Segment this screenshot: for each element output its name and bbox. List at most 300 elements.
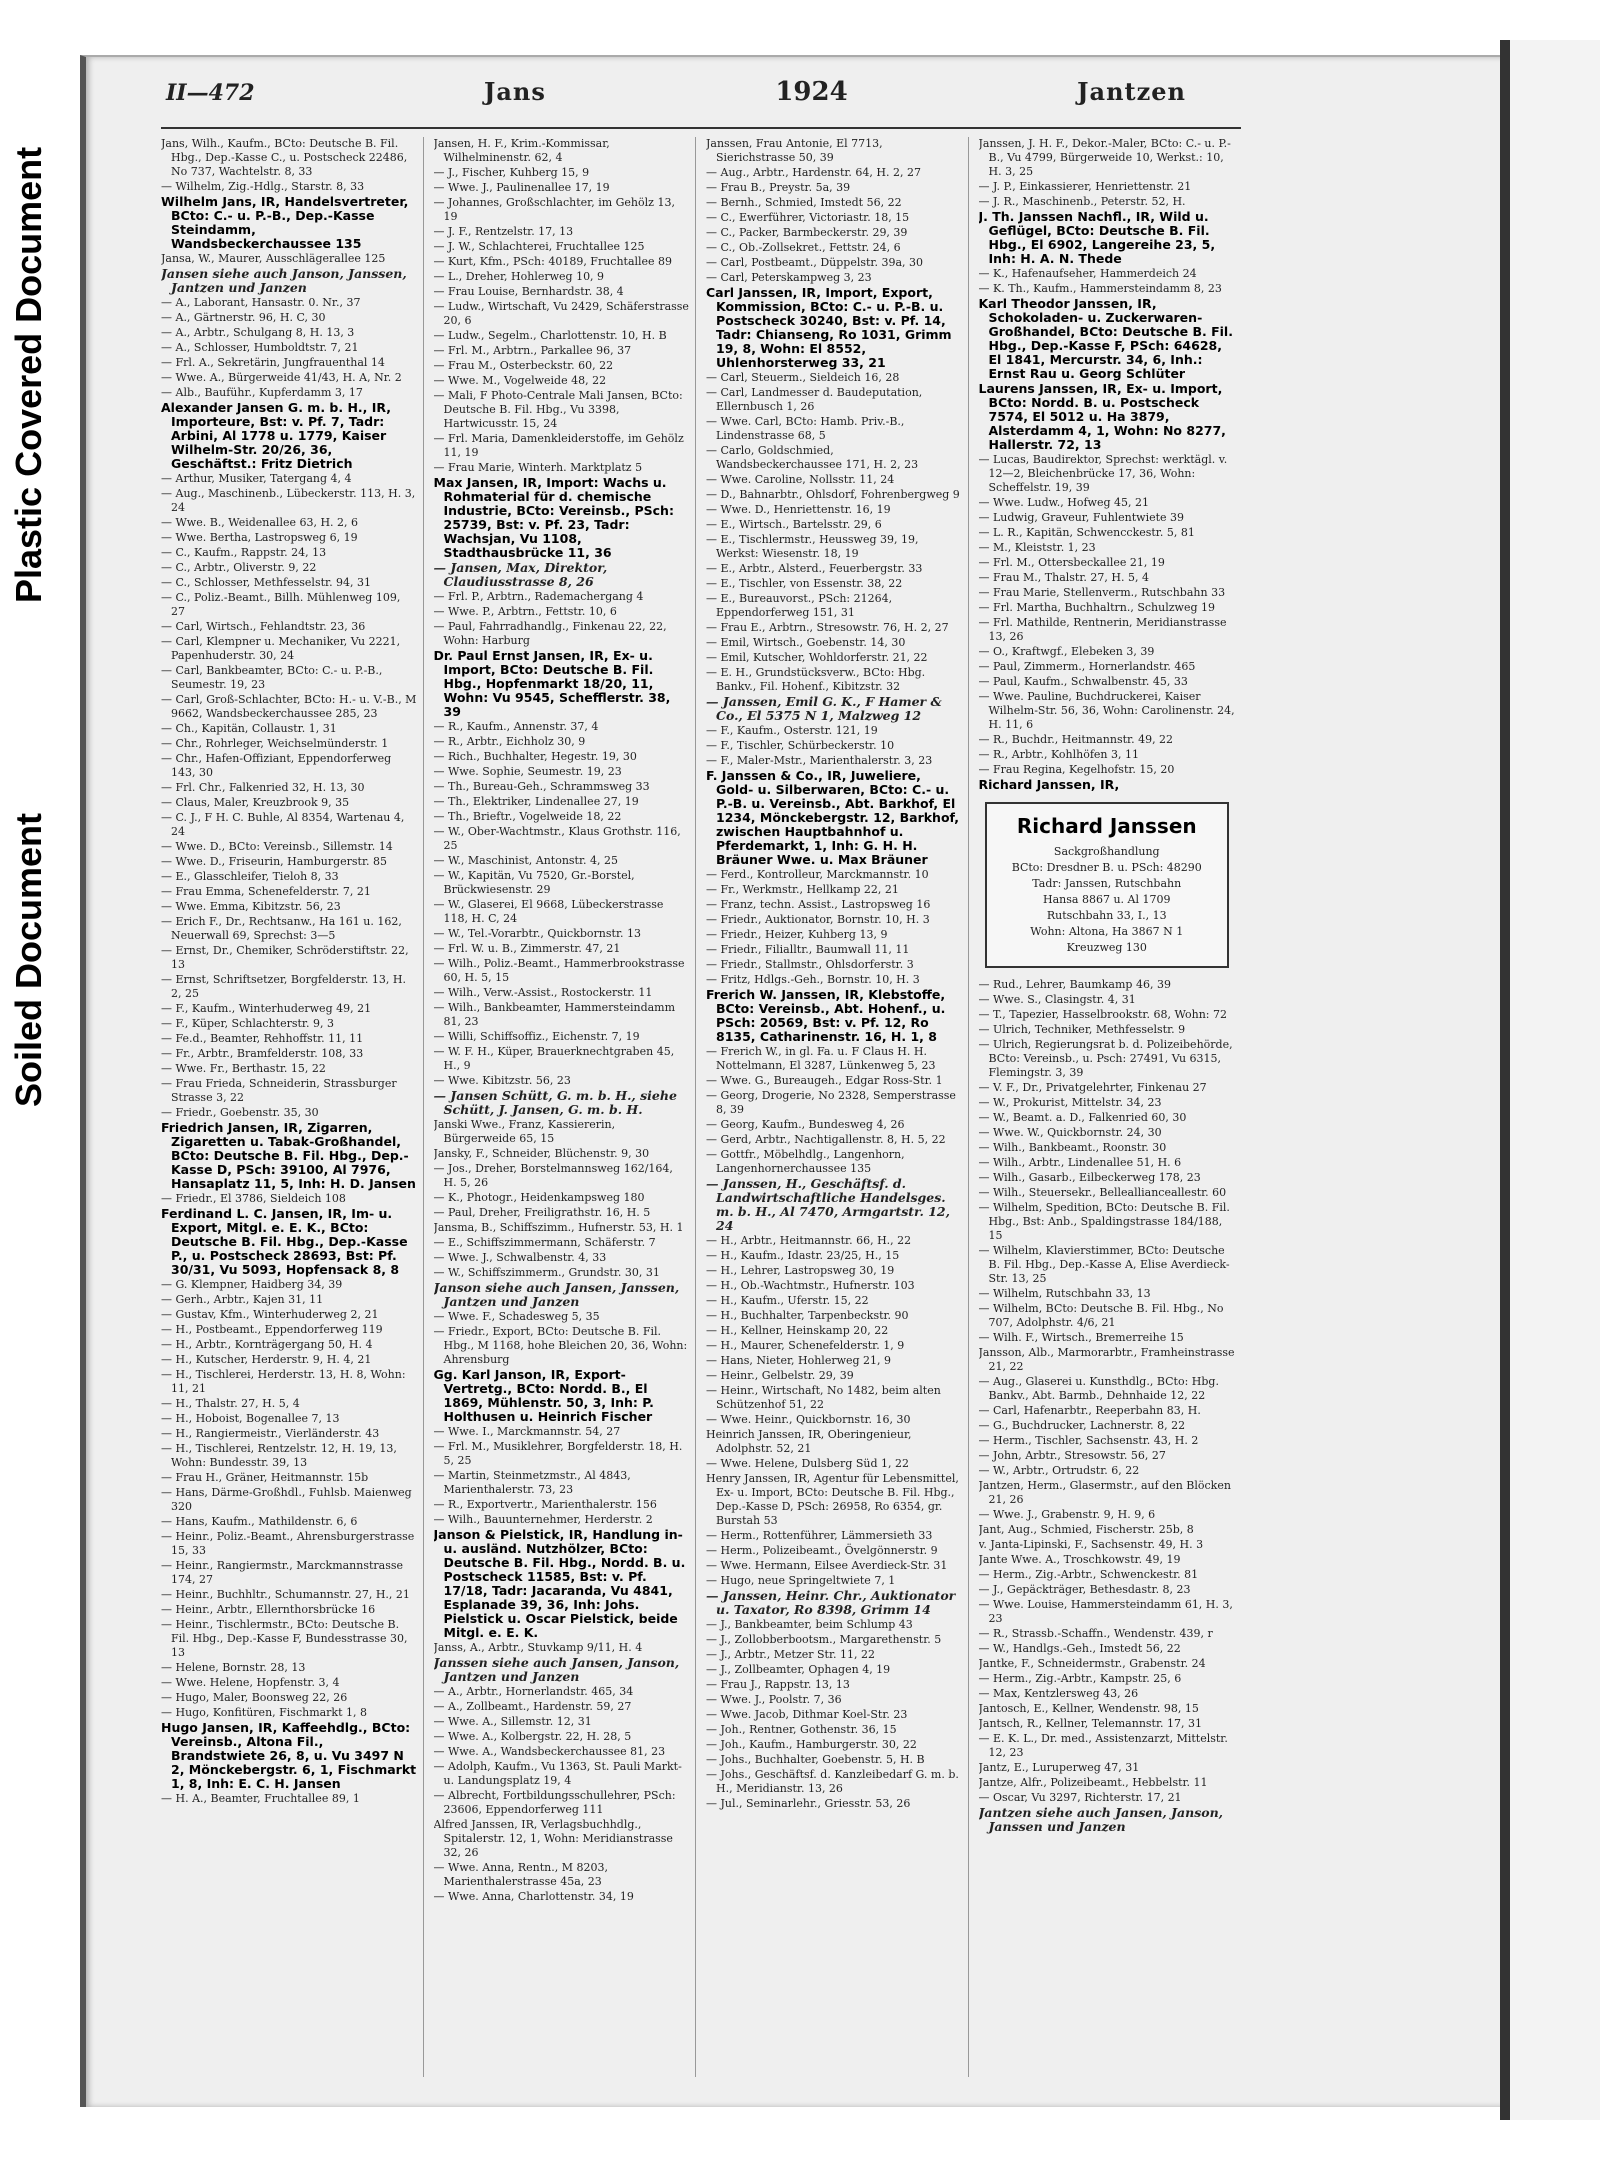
directory-entry: — Fr., Werkmstr., Hellkamp 22, 21 bbox=[706, 883, 899, 896]
directory-entry: — Gottfr., Möbelhdlg., Langenhorn, Langenhornerchaussee 135 bbox=[706, 1148, 905, 1175]
directory-entry: — Heinr., Tischlermstr., BCto: Deutsche B. Fil. Hbg., Dep.-Kasse F, Bundesstrasse 30, 13 bbox=[161, 1618, 408, 1659]
directory-entry: Janssen siehe auch Jansen, Janson, Jantzen und Janzen bbox=[433, 1655, 680, 1684]
directory-entry: — H., Lehrer, Lastropsweg 30, 19 bbox=[706, 1264, 895, 1277]
directory-entry: — Hans, Därme-Großhdl., Fuhlsb. Maienweg 320 bbox=[161, 1486, 412, 1513]
directory-entry: — Gustav, Kfm., Winterhuderweg 2, 21 bbox=[161, 1308, 379, 1321]
directory-entry: — Ludw., Wirtschaft, Vu 2429, Schäferstrasse 20, 6 bbox=[433, 300, 689, 327]
directory-entry: — Gerd, Arbtr., Nachtigallenstr. 8, H. 5, 22 bbox=[706, 1133, 946, 1146]
directory-entry: — Carl, Groß-Schlachter, BCto: H.- u. V.-B., M 9662, Wandsbeckerchaussee 285, 23 bbox=[161, 693, 417, 720]
directory-entry: — W., Arbtr., Ortrudstr. 6, 22 bbox=[978, 1464, 1140, 1477]
directory-entry: — H., Kutscher, Herderstr. 9, H. 4, 21 bbox=[161, 1353, 372, 1366]
directory-entry: — H., Ob.-Wachtmstr., Hufnerstr. 103 bbox=[706, 1279, 915, 1292]
directory-entry: — Wwe. Fr., Berthastr. 15, 22 bbox=[161, 1062, 326, 1075]
directory-entry: — E., Bureauvorst., PSch: 21264, Eppendorferweg 151, 31 bbox=[706, 592, 893, 619]
directory-entry: — Wwe. Anna, Rentn., M 8203, Marienthalerstrasse 45a, 23 bbox=[433, 1861, 609, 1888]
directory-entry: Jans, Wilh., Kaufm., BCto: Deutsche B. Fil. Hbg., Dep.-Kasse C., u. Postscheck 22486, No 737, Wachtelstr. 8, 33 bbox=[161, 137, 408, 178]
directory-entry: — Alb., Bauführ., Kupferdamm 3, 17 bbox=[161, 386, 363, 399]
directory-entry: — Ernst, Schriftsetzer, Borgfelderstr. 13, H. 2, 25 bbox=[161, 973, 407, 1000]
directory-entry: — H., Rangiermeistr., Vierländerstr. 43 bbox=[161, 1427, 380, 1440]
firm-entry: F. Janssen & Co., IR, Juweliere, Gold- u. Silberwaren, BCto: C.- u. P.-B. u. Vereinsb., Abt. Barkhof, El 1234, Mönckebergstr. 12, Barkhof, zwischen Hauptbahnhof u. Pferdemarkt, 1, Inh: G. H. H. Bräuner Wwe. u. Max Bräuner bbox=[706, 768, 960, 867]
ad-line: Rutschbahn 33, I., 13 bbox=[1046, 909, 1167, 922]
directory-entry: — Claus, Maler, Kreuzbrook 9, 35 bbox=[161, 796, 350, 809]
directory-entry: Heinrich Janssen, IR, Oberingenieur, Adolphstr. 52, 21 bbox=[706, 1428, 912, 1455]
adjacent-page-edge bbox=[1500, 40, 1600, 2120]
directory-entry: — Th., Elektriker, Lindenallee 27, 19 bbox=[433, 795, 639, 808]
directory-entry: — Helene, Bornstr. 28, 13 bbox=[161, 1661, 306, 1674]
directory-entry: — Wwe. A., Bürgerweide 41/43, H. A, Nr. 2 bbox=[161, 371, 402, 384]
column-3 bbox=[706, 137, 969, 2077]
directory-entry: — Friedr., Stallmstr., Ohlsdorferstr. 3 bbox=[706, 958, 914, 971]
column-2 bbox=[434, 137, 697, 2077]
directory-entry: — Paul, Zimmerm., Hornerlandstr. 465 bbox=[978, 660, 1196, 673]
directory-entry: — E., Wirtsch., Bartelsstr. 29, 6 bbox=[706, 518, 882, 531]
directory-entry: — H., Buchhalter, Tarpenbeckstr. 90 bbox=[706, 1309, 909, 1322]
directory-entry: — Janssen, Heinr. Chr., Auktionator u. Taxator, Ro 8398, Grimm 14 bbox=[706, 1588, 956, 1617]
directory-entry: — W., Kapitän, Vu 7520, Gr.-Borstel, Brückwiesenstr. 29 bbox=[433, 869, 635, 896]
directory-entry: — A., Schlosser, Humboldtstr. 7, 21 bbox=[161, 341, 359, 354]
column-4 bbox=[979, 137, 1242, 2077]
directory-entry: — F., Maler-Mstr., Marienthalerstr. 3, 23 bbox=[706, 754, 933, 767]
directory-entry: — Fritz, Hdlgs.-Geh., Bornstr. 10, H. 3 bbox=[706, 973, 920, 986]
directory-entry: — J., Zollbeamter, Ophagen 4, 19 bbox=[706, 1663, 891, 1676]
directory-entry: — Frau Marie, Winterh. Marktplatz 5 bbox=[433, 461, 643, 474]
directory-entry: — Wilh., Poliz.-Beamt., Hammerbrookstrasse 60, H. 5, 15 bbox=[433, 957, 685, 984]
firm-entry: Janson & Pielstick, IR, Handlung in- u. ausländ. Nutzhölzer, BCto: Deutsche B. Fil. Hbg., Nordd. B. u. Postscheck 11585, Bst: v. Pf. 17/18, Tadr: Jacaranda, Vu 4841, Esplanade 39, 36, Inh: Johs. Pielstick u. Oscar Pielstick, beide Mitgl. e. E. K. bbox=[433, 1527, 686, 1640]
directory-entry: — Wwe. Anna, Charlottenstr. 34, 19 bbox=[433, 1890, 634, 1903]
directory-entry: — Carl, Postbeamt., Düppelstr. 39a, 30 bbox=[706, 256, 924, 269]
directory-entry: — Gerh., Arbtr., Kajen 31, 11 bbox=[161, 1293, 324, 1306]
directory-entry: — Herm., Zig.-Arbtr., Schwenckestr. 81 bbox=[978, 1568, 1199, 1581]
directory-entry: — Carl, Bankbeamter, BCto: C.- u. P.-B., Seumestr. 19, 23 bbox=[161, 664, 383, 691]
directory-entry: — Joh., Kaufm., Hamburgerstr. 30, 22 bbox=[706, 1738, 917, 1751]
directory-entry: Jant, Aug., Schmied, Fischerstr. 25b, 8 bbox=[978, 1523, 1194, 1536]
directory-entry: Jantosch, E., Kellner, Wendenstr. 98, 15 bbox=[978, 1702, 1199, 1715]
directory-entry: Jantz, E., Luruperweg 47, 31 bbox=[978, 1761, 1140, 1774]
directory-entry: — Wwe. F., Schadesweg 5, 35 bbox=[433, 1310, 600, 1323]
directory-entry: — F., Küper, Schlachterstr. 9, 3 bbox=[161, 1017, 334, 1030]
directory-entry: — Fr., Arbtr., Bramfelderstr. 108, 33 bbox=[161, 1047, 364, 1060]
directory-entry: Jansky, F., Schneider, Blüchenstr. 9, 30 bbox=[433, 1147, 650, 1160]
directory-entry: — Rud., Lehrer, Baumkamp 46, 39 bbox=[978, 978, 1171, 991]
directory-entry: — Th., Brieftr., Vogelweide 18, 22 bbox=[433, 810, 622, 823]
directory-entry: — Herm., Polizeibeamt., Övelgönnerstr. 9 bbox=[706, 1544, 938, 1557]
directory-entry: — Wwe. J., Poolstr. 7, 36 bbox=[706, 1693, 842, 1706]
directory-entry: — Frl. M., Arbtrn., Parkallee 96, 37 bbox=[433, 344, 632, 357]
directory-entry: Jansa, W., Maurer, Ausschlägerallee 125 bbox=[161, 252, 386, 265]
directory-entry: — Chr., Rohrleger, Weichselmünderstr. 1 bbox=[161, 737, 389, 750]
directory-entry: — Wilh. F., Wirtsch., Bremerreihe 15 bbox=[978, 1331, 1184, 1344]
directory-entry: — Paul, Fahrradhandlg., Finkenau 22, 22, Wohn: Harburg bbox=[433, 620, 667, 647]
directory-entry: — Janssen, H., Geschäftsf. d. Landwirtschaftliche Handelsges. m. b. H., Al 7470, Armgartstr. 12, 24 bbox=[706, 1176, 950, 1233]
directory-entry: — C., Kaufm., Rappstr. 24, 13 bbox=[161, 546, 327, 559]
directory-entry: — John, Arbtr., Stresowstr. 56, 27 bbox=[978, 1449, 1166, 1462]
directory-entry: — R., Strassb.-Schaffn., Wendenstr. 439, r bbox=[978, 1627, 1213, 1640]
directory-entry: — J., Gepäckträger, Bethesdastr. 8, 23 bbox=[978, 1583, 1191, 1596]
directory-entry: — Heinr., Poliz.-Beamt., Ahrensburgerstrasse 15, 33 bbox=[161, 1530, 415, 1557]
directory-entry: — Frl. Mathilde, Rentnerin, Meridianstrasse 13, 26 bbox=[978, 616, 1227, 643]
directory-entry: — A., Arbtr., Schulgang 8, H. 13, 3 bbox=[161, 326, 355, 339]
directory-entry: — W., Schiffszimmerm., Grundstr. 30, 31 bbox=[433, 1266, 660, 1279]
directory-entry: — Wwe. A., Wandsbeckerchaussee 81, 23 bbox=[433, 1745, 666, 1758]
directory-entry: — Friedr., Goebenstr. 35, 30 bbox=[161, 1106, 319, 1119]
directory-entry: — A., Laborant, Hansastr. 0. Nr., 37 bbox=[161, 296, 361, 309]
directory-entry: — J., Bankbeamter, beim Schlump 43 bbox=[706, 1618, 913, 1631]
directory-entry: Jantsch, R., Kellner, Telemannstr. 17, 31 bbox=[978, 1717, 1203, 1730]
firm-entry: Max Jansen, IR, Import: Wachs u. Rohmaterial für d. chemische Industrie, BCto: Vereinsb., PSch: 25739, Bst: v. Pf. 23, Tadr: Wachsjan, Vu 1108, Stadthausbrücke 11, 36 bbox=[433, 475, 674, 560]
directory-entry: — Hugo, neue Springeltwiete 7, 1 bbox=[706, 1574, 896, 1587]
directory-entry: — Wwe. J., Paulinenallee 17, 19 bbox=[433, 181, 610, 194]
directory-entry: Janssen, J. H. F., Dekor.-Maler, BCto: C.- u. P.-B., Vu 4799, Bürgerweide 10, Werkst.: 10, H. 3, 25 bbox=[978, 137, 1231, 178]
directory-entry: — Wwe. S., Clasingstr. 4, 31 bbox=[978, 993, 1136, 1006]
firm-entry: Wilhelm Jans, IR, Handelsvertreter, BCto: C.- u. P.-B., Dep.-Kasse Steindamm, Wandsbeckerchaussee 135 bbox=[161, 194, 409, 251]
directory-entry: — A., Zollbeamt., Hardenstr. 59, 27 bbox=[433, 1700, 632, 1713]
directory-entry: — Oscar, Vu 3297, Richterstr. 17, 21 bbox=[978, 1791, 1182, 1804]
directory-entry: Janssen, Frau Antonie, El 7713, Sierichstrasse 50, 39 bbox=[706, 137, 883, 164]
directory-entry: — Wwe. Bertha, Lastropsweg 6, 19 bbox=[161, 531, 358, 544]
directory-entry: — Wilh., Bankbeamt., Roonstr. 30 bbox=[978, 1141, 1167, 1154]
directory-entry: — Frl. W. u. B., Zimmerstr. 47, 21 bbox=[433, 942, 621, 955]
directory-entry: — W., Ober-Wachtmstr., Klaus Grothstr. 116, 25 bbox=[433, 825, 681, 852]
directory-entry: — T., Tapezier, Hasselbrookstr. 68, Wohn: 72 bbox=[978, 1008, 1227, 1021]
header-left-word: Jans bbox=[483, 77, 546, 106]
directory-entry: — M., Kleiststr. 1, 23 bbox=[978, 541, 1096, 554]
directory-entry: — W., Glaserei, El 9668, Lübeckerstrasse 118, H. C, 24 bbox=[433, 898, 664, 925]
directory-entry: — Carl, Wirtsch., Fehlandtstr. 23, 36 bbox=[161, 620, 366, 633]
directory-entry: — Frl. M., Musiklehrer, Borgfelderstr. 18, H. 5, 25 bbox=[433, 1440, 683, 1467]
directory-entry: — Frl. Maria, Damenkleiderstoffe, im Gehölz 11, 19 bbox=[433, 432, 684, 459]
directory-entry: — Aug., Glaserei u. Kunsthdlg., BCto: Hbg. Bankv., Abt. Barmb., Dehnhaide 12, 22 bbox=[978, 1375, 1219, 1402]
directory-entry: — Heinr., Wirtschaft, No 1482, beim alten Schützenhof 51, 22 bbox=[706, 1384, 941, 1411]
directory-entry: — Frau B., Preystr. 5a, 39 bbox=[706, 181, 851, 194]
directory-entry: — Jansen Schütt, G. m. b. H., siehe Schütt, J. Jansen, G. m. b. H. bbox=[433, 1088, 677, 1117]
directory-entry: — W. F. H., Küper, Brauerknechtgraben 45, H., 9 bbox=[433, 1045, 675, 1072]
directory-entry: — Ch., Kapitän, Collaustr. 1, 31 bbox=[161, 722, 337, 735]
directory-entry: — Wilhelm, Rutschbahn 33, 13 bbox=[978, 1287, 1151, 1300]
directory-entry: — H., Tischlerei, Herderstr. 13, H. 8, Wohn: 11, 21 bbox=[161, 1368, 406, 1395]
directory-entry: — Carl, Peterskampweg 3, 23 bbox=[706, 271, 872, 284]
directory-entry: — Willi, Schiffsoffiz., Eichenstr. 7, 19 bbox=[433, 1030, 640, 1043]
directory-entry: — R., Arbtr., Kohlhöfen 3, 11 bbox=[978, 748, 1139, 761]
directory-entry: — Th., Bureau-Geh., Schrammsweg 33 bbox=[433, 780, 650, 793]
directory-entry: — H., Arbtr., Heitmannstr. 66, H., 22 bbox=[706, 1234, 912, 1247]
directory-entry: — J. W., Schlachterei, Fruchtallee 125 bbox=[433, 240, 645, 253]
directory-entry: — Carlo, Goldschmied, Wandsbeckerchaussee 171, H. 2, 23 bbox=[706, 444, 919, 471]
directory-entry: — Wwe. Pauline, Buchdruckerei, Kaiser Wilhelm-Str. 56, 36, Wohn: Carolinenstr. 24, H. 11, 6 bbox=[978, 690, 1235, 731]
firm-entry: Hugo Jansen, IR, Kaffeehdlg., BCto: Vereinsb., Altona Fil., Brandstwiete 26, 8, u. Vu 3497 N 2, Mönckebergstr. 6, 1, Fischmarkt 1, 8, Inh: E. C. H. Jansen bbox=[161, 1720, 417, 1791]
directory-entry: — Ferd., Kontrolleur, Marckmannstr. 10 bbox=[706, 868, 929, 881]
directory-entry: — Hugo, Konfitüren, Fischmarkt 1, 8 bbox=[161, 1706, 368, 1719]
directory-entry: — Aug., Maschinenb., Lübeckerstr. 113, H. 3, 24 bbox=[161, 487, 416, 514]
directory-entry: — Ludw., Segelm., Charlottenstr. 10, H. B bbox=[433, 329, 667, 342]
directory-entry: — R., Kaufm., Annenstr. 37, 4 bbox=[433, 720, 599, 733]
directory-entry: — Frl. Martha, Buchhaltrn., Schulzweg 19 bbox=[978, 601, 1215, 614]
directory-entry: — H., Postbeamt., Eppendorferweg 119 bbox=[161, 1323, 383, 1336]
directory-entry: — Friedr., Heizer, Kuhberg 13, 9 bbox=[706, 928, 888, 941]
directory-entry: — Adolph, Kaufm., Vu 1363, St. Pauli Markt- u. Landungsplatz 19, 4 bbox=[433, 1760, 682, 1787]
directory-entry: — D., Bahnarbtr., Ohlsdorf, Fohrenbergweg 9 bbox=[706, 488, 960, 501]
directory-entry: — Martin, Steinmetzmstr., Al 4843, Marienthalerstr. 73, 23 bbox=[433, 1469, 631, 1496]
directory-entry: — Bernh., Schmied, Imstedt 56, 22 bbox=[706, 196, 902, 209]
directory-entry: — Wwe. Jacob, Dithmar Koel-Str. 23 bbox=[706, 1708, 908, 1721]
directory-entry: — Georg, Drogerie, No 2328, Semperstrasse 8, 39 bbox=[706, 1089, 956, 1116]
directory-entry: — C., Ob.-Zollsekret., Fettstr. 24, 6 bbox=[706, 241, 901, 254]
directory-entry: — Kurt, Kfm., PSch: 40189, Fruchtallee 89 bbox=[433, 255, 673, 268]
directory-entry: — H., Kaufm., Uferstr. 15, 22 bbox=[706, 1294, 869, 1307]
directory-entry: — R., Exportvertr., Marienthalerstr. 156 bbox=[433, 1498, 657, 1511]
directory-entry: — Friedr., Filialltr., Baumwall 11, 11 bbox=[706, 943, 910, 956]
directory-entry: — L. R., Kapitän, Schwencckestr. 5, 81 bbox=[978, 526, 1195, 539]
ad-title: Richard Janssen bbox=[1016, 814, 1197, 838]
directory-entry: — Fe.d., Beamter, Rehhoffstr. 11, 11 bbox=[161, 1032, 364, 1045]
firm-entry: Friedrich Jansen, IR, Zigarren, Zigaretten u. Tabak-Großhandel, BCto: Deutsche B. Fil. Hbg., Dep.-Kasse D, PSch: 39100, Al 7976, Hansaplatz 11, 5, Inh: H. D. Jansen bbox=[161, 1120, 416, 1191]
page-number: II—472 bbox=[166, 80, 255, 106]
directory-entry: — E., Tischlermstr., Heussweg 39, 19, Werkst: Wiesenstr. 18, 19 bbox=[706, 533, 919, 560]
directory-entry: — G., Buchdrucker, Lachnerstr. 8, 22 bbox=[978, 1419, 1186, 1432]
directory-entry: — Ulrich, Regierungsrat b. d. Polizeibehörde, BCto: Vereinsb., u. Psch: 27491, Vu 6315, Flemingstr. 3, 39 bbox=[978, 1038, 1233, 1079]
directory-entry: — W., Prokurist, Mittelstr. 34, 23 bbox=[978, 1096, 1162, 1109]
directory-entry: Jansen, H. F., Krim.-Kommissar, Wilhelminenstr. 62, 4 bbox=[433, 137, 610, 164]
directory-entry: — Herm., Tischler, Sachsenstr. 43, H. 2 bbox=[978, 1434, 1199, 1447]
header-rule bbox=[161, 127, 1241, 129]
directory-entry: — C., Arbtr., Oliverstr. 9, 22 bbox=[161, 561, 317, 574]
directory-entry: — A., Arbtr., Hornerlandstr. 465, 34 bbox=[433, 1685, 634, 1698]
directory-entry: — Wwe. Caroline, Nollsstr. 11, 24 bbox=[706, 473, 895, 486]
directory-entry: — Ludwig, Graveur, Fuhlentwiete 39 bbox=[978, 511, 1185, 524]
directory-entry: — Wilh., Verw.-Assist., Rostockerstr. 11 bbox=[433, 986, 653, 999]
directory-entry: — C., Poliz.-Beamt., Billh. Mühlenweg 109, 27 bbox=[161, 591, 401, 618]
directory-entry: — Johs., Buchhalter, Goebenstr. 5, H. B bbox=[706, 1753, 925, 1766]
directory-entry: — R., Arbtr., Eichholz 30, 9 bbox=[433, 735, 586, 748]
directory-entry: — Arthur, Musiker, Tatergang 4, 4 bbox=[161, 472, 352, 485]
directory-entry: — E., Arbtr., Alsterd., Feuerbergstr. 33 bbox=[706, 562, 923, 575]
directory-entry: — Johannes, Großschlachter, im Gehölz 13, 19 bbox=[433, 196, 675, 223]
directory-entry: — Frau M., Thalstr. 27, H. 5, 4 bbox=[978, 571, 1149, 584]
firm-entry: Carl Janssen, IR, Import, Export, Kommission, BCto: C.- u. P.-B. u. Postscheck 30240, Bst: v. Pf. 14, Tadr: Chianseng, Ro 1031, Grimm 19, 8, Wohn: El 8552, Uhlenhorsterweg 33, 21 bbox=[706, 285, 952, 370]
directory-entry: — Heinr., Arbtr., Ellernthorsbrücke 16 bbox=[161, 1603, 376, 1616]
directory-entry: — Janssen, Emil G. K., F Hamer & Co., El 5375 N 1, Malzweg 12 bbox=[706, 694, 942, 723]
directory-entry: — Wwe. Sophie, Seumestr. 19, 23 bbox=[433, 765, 622, 778]
firm-entry: Frerich W. Janssen, IR, Klebstoffe, BCto: Vereinsb., Abt. Hohenf., u. PSch: 20569, Bst: v. Pf. 12, Ro 8135, Catharinenstr. 16, H. 1, 8 bbox=[706, 987, 946, 1044]
directory-entry: — C., Packer, Barmbeckerstr. 29, 39 bbox=[706, 226, 908, 239]
directory-entry: — H. A., Beamter, Fruchtallee 89, 1 bbox=[161, 1792, 360, 1805]
directory-page bbox=[80, 55, 1506, 2107]
directory-entry: — Frl. A., Sekretärin, Jungfrauenthal 14 bbox=[161, 356, 385, 369]
ad-line: Tadr: Janssen, Rutschbahn bbox=[1032, 877, 1182, 890]
directory-entry: Janss, A., Arbtr., Stuvkamp 9/11, H. 4 bbox=[433, 1641, 643, 1654]
column-1 bbox=[161, 137, 424, 2077]
directory-entry: — Wwe. P., Arbtrn., Fettstr. 10, 6 bbox=[433, 605, 617, 618]
directory-entry: — Frau Frieda, Schneiderin, Strassburger Strasse 3, 22 bbox=[161, 1077, 397, 1104]
directory-entry: — Jansen, Max, Direktor, Claudiusstrasse 8, 26 bbox=[433, 560, 608, 589]
directory-entry: — Wwe. Helene, Dulsberg Süd 1, 22 bbox=[706, 1457, 910, 1470]
directory-entry: — Frl. M., Ottersbeckallee 21, 19 bbox=[978, 556, 1165, 569]
directory-entry: Jante Wwe. A., Troschkowstr. 49, 19 bbox=[978, 1553, 1181, 1566]
directory-entry: — Hugo, Maler, Boonsweg 22, 26 bbox=[161, 1691, 348, 1704]
directory-entry: — Frl. P., Arbtrn., Rademachergang 4 bbox=[433, 590, 644, 603]
directory-entry: — Paul, Dreher, Freiligrathstr. 16, H. 5 bbox=[433, 1206, 651, 1219]
header-right-word: Jantzen bbox=[1077, 77, 1186, 106]
directory-entry: Janski Wwe., Franz, Kassiererin, Bürgerweide 65, 15 bbox=[433, 1118, 616, 1145]
directory-entry: — Ernst, Dr., Chemiker, Schröderstiftstr. 22, 13 bbox=[161, 944, 409, 971]
directory-entry: — Wilhelm, Spedition, BCto: Deutsche B. Fil. Hbg., Bst: Anb., Spaldingstrasse 184/188, 15 bbox=[978, 1201, 1230, 1242]
directory-entry: — Frau J., Rappstr. 13, 13 bbox=[706, 1678, 850, 1691]
directory-entry: — Wwe. J., Schwalbenstr. 4, 33 bbox=[433, 1251, 607, 1264]
directory-entry: — Wwe. Emma, Kibitzstr. 56, 23 bbox=[161, 900, 341, 913]
firm-entry: Dr. Paul Ernst Jansen, IR, Ex- u. Import, BCto: Deutsche B. Fil. Hbg., Hopfenmarkt 18/20, 11, Wohn: Vu 9545, Schefflerstr. 38, 39 bbox=[433, 648, 671, 719]
directory-entry: — Friedr., Auktionator, Bornstr. 10, H. 3 bbox=[706, 913, 930, 926]
directory-entry: — Frau Louise, Bernhardstr. 38, 4 bbox=[433, 285, 624, 298]
directory-entry: — Hans, Nieter, Hohlerweg 21, 9 bbox=[706, 1354, 892, 1367]
directory-entry: — C., Ewerführer, Victoriastr. 18, 15 bbox=[706, 211, 910, 224]
directory-entry: — Carl, Hafenarbtr., Reeperbahn 83, H. bbox=[978, 1404, 1201, 1417]
directory-entry: — K., Hafenaufseher, Hammerdeich 24 bbox=[978, 267, 1197, 280]
directory-entry: — W., Tel.-Vorarbtr., Quickbornstr. 13 bbox=[433, 927, 641, 940]
directory-entry: — Erich F., Dr., Rechtsanw., Ha 161 u. 162, Neuerwall 69, Sprechst: 3—5 bbox=[161, 915, 402, 942]
ad-line: Hansa 8867 u. Al 1709 bbox=[1043, 893, 1171, 906]
directory-entry: — Mali, F Photo-Centrale Mali Jansen, BCto: Deutsche B. Fil. Hbg., Vu 3398, Hartwicusstr. 15, 24 bbox=[433, 389, 683, 430]
directory-entry: — O., Kraftwgf., Elebeken 3, 39 bbox=[978, 645, 1155, 658]
ad-line: Sackgroßhandlung bbox=[1053, 845, 1160, 858]
firm-entry: Ferdinand L. C. Jansen, IR, Im- u. Export, Mitgl. e. E. K., BCto: Deutsche B. Fil. Hbg., Dep.-Kasse P., u. Postscheck 28693, Bst: Pf. 30/31, Vu 5093, Hopfensack 8, 8 bbox=[161, 1206, 408, 1277]
firm-entry: Karl Theodor Janssen, IR, Schokoladen- u. Zuckerwaren-Großhandel, BCto: Deutsche B. Fil. Hbg., Dep.-Kasse F, PSch: 64628, El 1841, Mercurstr. 34, 6, Inh.: Ernst Rau u. Georg Schlüter bbox=[978, 296, 1233, 381]
directory-entry: — Heinr., Gelbelstr. 29, 39 bbox=[706, 1369, 854, 1382]
directory-entry: — Wwe. A., Kolbergstr. 22, H. 28, 5 bbox=[433, 1730, 632, 1743]
directory-entry: — J. P., Einkassierer, Henriettenstr. 21 bbox=[978, 180, 1192, 193]
directory-entry: — H., Tischlerei, Rentzelstr. 12, H. 19, 13, Wohn: Bundesstr. 39, 13 bbox=[161, 1442, 397, 1469]
directory-entry: — E. H., Grundstücksverw., BCto: Hbg. Bankv., Fil. Hohenf., Kibitzstr. 32 bbox=[706, 666, 926, 693]
directory-entry: — Friedr., Export, BCto: Deutsche B. Fil. Hbg., M 1168, hohe Bleichen 20, 36, Wohn: Ahrensburg bbox=[433, 1325, 688, 1366]
directory-entry: — Carl, Klempner u. Mechaniker, Vu 2221, Papenhuderstr. 30, 24 bbox=[161, 635, 401, 662]
directory-entry: v. Janta-Lipinski, F., Sachsenstr. 49, H. 3 bbox=[978, 1538, 1204, 1551]
directory-entry: — W., Maschinist, Antonstr. 4, 25 bbox=[433, 854, 619, 867]
directory-entry: — Wilhelm, BCto: Deutsche B. Fil. Hbg., No 707, Adolphstr. 4/6, 21 bbox=[978, 1302, 1224, 1329]
directory-entry: — Carl, Landmesser d. Baudeputation, Ellernbusch 1, 26 bbox=[706, 386, 923, 413]
page-header bbox=[166, 57, 1186, 117]
directory-entry: — Friedr., El 3786, Sieldeich 108 bbox=[161, 1192, 346, 1205]
directory-entry: — Wilh., Steuersekr., Belleallianceallestr. 60 bbox=[978, 1186, 1227, 1199]
directory-entry: — Wwe. I., Marckmannstr. 54, 27 bbox=[433, 1425, 621, 1438]
directory-entry: — Heinr., Buchhltr., Schumannstr. 27, H., 21 bbox=[161, 1588, 410, 1601]
directory-entry: — Max, Kentzlersweg 43, 26 bbox=[978, 1687, 1139, 1700]
directory-entry: Jantzen siehe auch Jansen, Janson, Janssen und Janzen bbox=[978, 1805, 1224, 1834]
directory-entry: Jantzen, Herm., Glasermstr., auf den Blöcken 21, 26 bbox=[978, 1479, 1231, 1506]
directory-entry: Jansma, B., Schiffszimm., Hufnerstr. 53, H. 1 bbox=[433, 1221, 684, 1234]
directory-entry: — F., Tischler, Schürbeckerstr. 10 bbox=[706, 739, 895, 752]
ad-line: Kreuzweg 130 bbox=[1066, 941, 1147, 954]
directory-entry: — J. F., Rentzelstr. 17, 13 bbox=[433, 225, 574, 238]
directory-entry: — F., Kaufm., Osterstr. 121, 19 bbox=[706, 724, 878, 737]
advertisement-box bbox=[985, 802, 1230, 968]
header-year: 1924 bbox=[775, 77, 848, 107]
directory-entry: — V. F., Dr., Privatgelehrter, Finkenau 27 bbox=[978, 1081, 1207, 1094]
directory-entry: — Emil, Wirtsch., Goebenstr. 14, 30 bbox=[706, 636, 906, 649]
directory-entry: — Carl, Steuerm., Sieldeich 16, 28 bbox=[706, 371, 900, 384]
directory-entry: — Jos., Dreher, Borstelmannsweg 162/164, H. 5, 26 bbox=[433, 1162, 673, 1189]
directory-entry: — Wwe. J., Grabenstr. 9, H. 9, 6 bbox=[978, 1508, 1156, 1521]
directory-entry: — E., Tischler, von Essenstr. 38, 22 bbox=[706, 577, 903, 590]
directory-entry: — J., Zollobberbootsm., Margarethenstr. 5 bbox=[706, 1633, 942, 1646]
directory-entry: — Lucas, Baudirektor, Sprechst: werktägl. v. 12—2, Bleichenbrücke 17, 36, Wohn: Scheffelstr. 19, 39 bbox=[978, 453, 1228, 494]
directory-entry: — K. Th., Kaufm., Hammersteindamm 8, 23 bbox=[978, 282, 1222, 295]
directory-entry: — Wilhelm, Klavierstimmer, BCto: Deutsche B. Fil. Hbg., Dep.-Kasse A, Elise Averdieck-Str. 13, 25 bbox=[978, 1244, 1230, 1285]
directory-entry: — R., Buchdr., Heitmannstr. 49, 22 bbox=[978, 733, 1174, 746]
directory-entry: — Wilh., Bauunternehmer, Herderstr. 2 bbox=[433, 1513, 653, 1526]
directory-entry: — Frerich W., in gl. Fa. u. F Claus H. H. Nottelmann, El 3287, Lünkenweg 5, 23 bbox=[706, 1045, 936, 1072]
directory-entry: — F., Kaufm., Winterhuderweg 49, 21 bbox=[161, 1002, 372, 1015]
directory-entry: — Wwe. Louise, Hammersteindamm 61, H. 3, 23 bbox=[978, 1598, 1233, 1625]
directory-entry: Jantze, Alfr., Polizeibeamt., Hebbelstr. 11 bbox=[978, 1776, 1208, 1789]
directory-entry: — G. Klempner, Haidberg 34, 39 bbox=[161, 1278, 343, 1291]
directory-entry: — A., Gärtnerstr. 96, H. C, 30 bbox=[161, 311, 326, 324]
directory-entry: — H., Kellner, Heinskamp 20, 22 bbox=[706, 1324, 889, 1337]
directory-entry: — Frl. Chr., Falkenried 32, H. 13, 30 bbox=[161, 781, 365, 794]
directory-entry: — Wilhelm, Zig.-Hdlg., Starstr. 8, 33 bbox=[161, 180, 365, 193]
directory-entry: — H., Arbtr., Kornträgergang 50, H. 4 bbox=[161, 1338, 373, 1351]
directory-entry: — Georg, Kaufm., Bundesweg 4, 26 bbox=[706, 1118, 905, 1131]
directory-entry: — Wwe. W., Quickbornstr. 24, 30 bbox=[978, 1126, 1162, 1139]
directory-entry: — Wwe. Ludw., Hofweg 45, 21 bbox=[978, 496, 1149, 509]
directory-entry: — Wwe. M., Vogelweide 48, 22 bbox=[433, 374, 607, 387]
directory-entry: Janson siehe auch Jansen, Janssen, Jantzen und Janzen bbox=[433, 1280, 680, 1309]
directory-entry: Jantke, F., Schneidermstr., Grabenstr. 24 bbox=[978, 1657, 1206, 1670]
directory-entry: — Wwe. Helene, Hopfenstr. 3, 4 bbox=[161, 1676, 340, 1689]
directory-entry: — Rich., Buchhalter, Hegestr. 19, 30 bbox=[433, 750, 637, 763]
directory-entry: — Frau E., Arbtrn., Stresowstr. 76, H. 2, 27 bbox=[706, 621, 949, 634]
directory-entry: — C., Schlosser, Methfesselstr. 94, 31 bbox=[161, 576, 372, 589]
directory-entry: — J. R., Maschinenb., Peterstr. 52, H. bbox=[978, 195, 1186, 208]
directory-entry: — Ulrich, Techniker, Methfesselstr. 9 bbox=[978, 1023, 1186, 1036]
directory-entry: — Frau Emma, Schenefelderstr. 7, 21 bbox=[161, 885, 371, 898]
directory-entry: — E. K. L., Dr. med., Assistenzarzt, Mittelstr. 12, 23 bbox=[978, 1732, 1228, 1759]
directory-entry: Alfred Janssen, IR, Verlagsbuchhdlg., Spitalerstr. 12, 1, Wohn: Meridianstrasse 32, 26 bbox=[433, 1818, 673, 1859]
directory-entry: — W., Beamt. a. D., Falkenried 60, 30 bbox=[978, 1111, 1187, 1124]
directory-entry: — Wwe. D., Friseurin, Hamburgerstr. 85 bbox=[161, 855, 388, 868]
directory-entry: — J., Arbtr., Metzer Str. 11, 22 bbox=[706, 1648, 875, 1661]
directory-entry: — Wwe. Kibitzstr. 56, 23 bbox=[433, 1074, 571, 1087]
ad-line: BCto: Dresdner B. u. PSch: 48290 bbox=[1011, 861, 1202, 874]
ad-line: Wohn: Altona, Ha 3867 N 1 bbox=[1030, 925, 1184, 938]
directory-entry: — Albrecht, Fortbildungsschullehrer, PSch: 23606, Eppendorferweg 111 bbox=[433, 1789, 676, 1816]
plastic-covered-label: Plastic Covered Document bbox=[8, 146, 49, 604]
directory-entry: — W., Handlgs.-Geh., Imstedt 56, 22 bbox=[978, 1642, 1181, 1655]
directory-entry: — Wwe. D., BCto: Vereinsb., Sillemstr. 14 bbox=[161, 840, 393, 853]
directory-entry: — J., Fischer, Kuhberg 15, 9 bbox=[433, 166, 590, 179]
firm-entry: Alexander Jansen G. m. b. H., IR, Importeure, Bst: v. Pf. 7, Tadr: Arbini, Al 1778 u. 1779, Kaiser Wilhelm-Str. 20/26, 36, Geschäftst.: Fritz Dietrich bbox=[161, 400, 392, 471]
directory-entry: — H., Maurer, Schenefelderstr. 1, 9 bbox=[706, 1339, 905, 1352]
directory-entry: — Wwe. Hermann, Eilsee Averdieck-Str. 31 bbox=[706, 1559, 948, 1572]
directory-entry: — Wwe. Carl, BCto: Hamb. Priv.-B., Lindenstrasse 68, 5 bbox=[706, 415, 905, 442]
directory-entry: — Frau M., Osterbeckstr. 60, 22 bbox=[433, 359, 614, 372]
directory-entry: — C. J., F H. C. Buhle, Al 8354, Wartenau 4, 24 bbox=[161, 811, 405, 838]
firm-entry: Laurens Janssen, IR, Ex- u. Import, BCto: Nordd. B. u. Postscheck 7574, El 5012 u. Ha 3879, Alsterdamm 4, 1, Wohn: No 8277, Hallerstr. 72, 13 bbox=[978, 381, 1226, 452]
directory-entry: — Wwe. G., Bureaugeh., Edgar Ross-Str. 1 bbox=[706, 1074, 943, 1087]
directory-entry: — E., Schiffszimmermann, Schäferstr. 7 bbox=[433, 1236, 656, 1249]
directory-entry: — H., Kaufm., Idastr. 23/25, H., 15 bbox=[706, 1249, 900, 1262]
soiled-document-label: Soiled Document bbox=[8, 812, 49, 1108]
directory-entry: — Frau Regina, Kegelhofstr. 15, 20 bbox=[978, 763, 1175, 776]
directory-entry: — Frau H., Gräner, Heitmannstr. 15b bbox=[161, 1471, 369, 1484]
directory-entry: — Aug., Arbtr., Hardenstr. 64, H. 2, 27 bbox=[706, 166, 921, 179]
directory-entry: — Herm., Zig.-Arbtr., Kampstr. 25, 6 bbox=[978, 1672, 1182, 1685]
directory-entry: — K., Photogr., Heidenkampsweg 180 bbox=[433, 1191, 645, 1204]
directory-entry: Henry Janssen, IR, Agentur für Lebensmittel, Ex- u. Import, BCto: Deutsche B. Fil. Hbg., Dep.-Kasse D, PSch: 26958, Ro 6354, gr. Burstah 53 bbox=[706, 1472, 959, 1527]
directory-entry: — Wwe. D., Henriettenstr. 16, 19 bbox=[706, 503, 891, 516]
directory-entry: — Wwe. B., Weidenallee 63, H. 2, 6 bbox=[161, 516, 359, 529]
directory-entry: — Joh., Rentner, Gothenstr. 36, 15 bbox=[706, 1723, 897, 1736]
directory-entry: — L., Dreher, Hohlerweg 10, 9 bbox=[433, 270, 605, 283]
firm-entry: J. Th. Janssen Nachfl., IR, Wild u. Geflügel, BCto: Deutsche B. Fil. Hbg., El 6902, Langereihe 23, 5, Inh: H. A. N. Thede bbox=[978, 209, 1216, 266]
directory-entry: — Franz, techn. Assist., Lastropsweg 16 bbox=[706, 898, 931, 911]
